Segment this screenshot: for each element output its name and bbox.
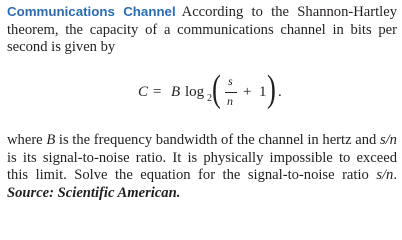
body-var-bandwidth: B — [46, 132, 56, 148]
formula-one: 1 — [259, 84, 267, 100]
problem-intro-paragraph — [7, 3, 397, 57]
formula-period: . — [278, 84, 282, 100]
formula-fraction-denominator: n — [227, 94, 233, 108]
formula-log-function: log — [185, 84, 205, 100]
body-var-snr: s/n — [379, 132, 397, 148]
formula-equals-sign: = — [153, 84, 162, 100]
formula-bandwidth-symbol: B — [171, 84, 181, 100]
formula-right-paren: ) — [267, 68, 276, 110]
source-citation: Source: Scientific American. — [7, 184, 181, 201]
body-var-snr-2: s/n — [376, 167, 394, 184]
formula-fraction-bar — [225, 92, 237, 93]
body-text-4: . — [393, 167, 397, 184]
problem-body-paragraph — [7, 132, 397, 202]
body-text-2: is the frequency bandwidth of the channel in hertz and — [55, 132, 380, 148]
formula-plus-sign: + — [243, 84, 252, 100]
problem-heading: Communications Channel — [7, 4, 176, 19]
formula-fraction-numerator: s — [228, 74, 233, 88]
formula-log-base: 2 — [207, 93, 212, 104]
problem-intro-text: According to the Shannon-Hartley theorem, the capacity of a communications channel in bits per second is given by — [7, 4, 397, 56]
body-text-1: where — [7, 132, 47, 148]
formula-capacity-symbol: C — [138, 84, 149, 100]
formula-left-paren: ( — [212, 68, 221, 110]
shannon-hartley-formula — [138, 70, 288, 130]
body-text-3: is its signal-to-noise ratio. It is physically impossible to exceed this limit. Solve the equation for the signal-to-noise ratio — [7, 149, 397, 184]
